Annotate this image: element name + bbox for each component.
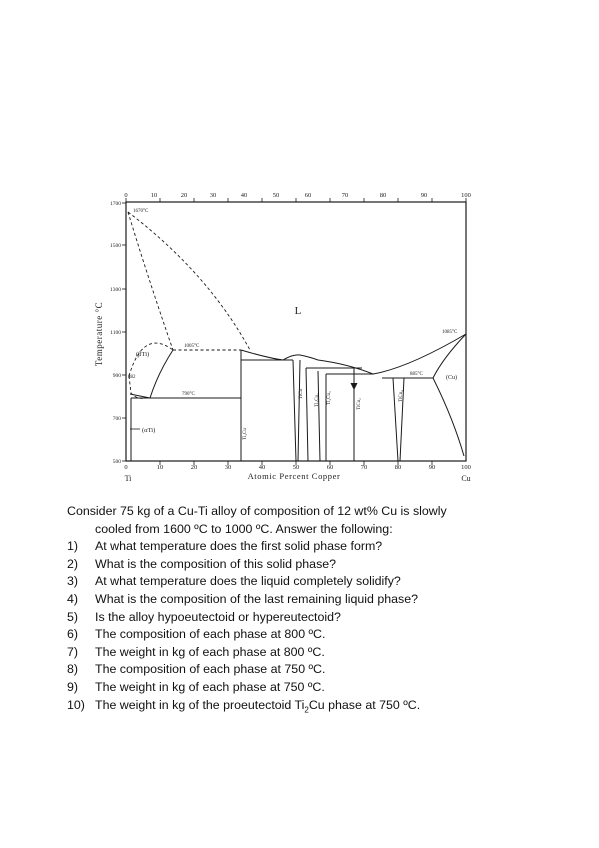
bottom-tick-label: 90 <box>428 464 436 471</box>
y-tick-label: 1100 <box>110 330 121 336</box>
right-element-label: Cu <box>461 474 471 483</box>
bottom-tick-label: 30 <box>224 464 232 471</box>
bottom-tick-label: 80 <box>394 464 402 471</box>
alpha-ti-label: (αTi) <box>142 427 156 434</box>
question-item <box>67 697 542 715</box>
top-tick-label: 100 <box>461 192 471 199</box>
ti-side-liquidus-solidus <box>128 212 250 398</box>
question-item <box>67 573 542 591</box>
top-tick-label: 50 <box>272 192 280 199</box>
plot-frame <box>126 202 466 461</box>
top-tick-label: 40 <box>240 192 248 199</box>
temp-1670-label: 1670°C <box>133 209 149 214</box>
top-tick-label: 20 <box>180 192 188 199</box>
question-text: The weight in kg of each phase at 750 ºC. <box>95 679 325 694</box>
question-text: At what temperature does the first solid phase form? <box>95 539 383 554</box>
liquid-region-label: L <box>294 305 302 317</box>
question-item <box>67 644 542 662</box>
bottom-tick-label: 100 <box>461 464 471 471</box>
bottom-tick-label: 60 <box>326 464 334 471</box>
question-text: The weight in kg of each phase at 800 ºC. <box>95 644 325 659</box>
problem-intro-line: cooled from 1600 ºC to 1000 ºC. Answer the following: <box>95 521 393 536</box>
question-item <box>67 538 542 556</box>
problem-text <box>67 503 542 714</box>
question-item <box>67 626 542 644</box>
problem-intro-line: Consider 75 kg of a Cu-Ti alloy of composition of 12 wt% Cu is slowly <box>67 504 447 518</box>
top-tick-label: 60 <box>304 192 312 199</box>
y-tick-label: 1300 <box>110 287 121 293</box>
y-tick-label: 900 <box>112 373 121 379</box>
bottom-tick-label: 50 <box>292 464 300 471</box>
question-text: What is the composition of this solid phase? <box>95 556 337 571</box>
question-text-part: Cu phase at 750 ºC. <box>308 697 421 712</box>
temp-882-label: 882 <box>128 375 136 380</box>
temp-790-label: 790°C <box>182 392 195 397</box>
question-text: Is the alloy hypoeutectoid or hypereutectoid? <box>95 609 341 624</box>
temp-1005-label: 1005°C <box>184 344 200 349</box>
top-tick-label: 30 <box>209 192 217 199</box>
ti2cu3-label: Ti₂Cu₃ <box>327 391 332 405</box>
top-tick-label: 0 <box>124 192 128 199</box>
y-tick-label: 1700 <box>110 201 121 207</box>
question-number: 4) <box>67 591 79 606</box>
ticu-label: TiCu <box>299 388 304 400</box>
ticu2-label: TiCu₂ <box>357 398 362 410</box>
ticu4-label: TiCu₄ <box>399 390 404 402</box>
question-text <box>95 697 420 715</box>
x-axis-title: Atomic Percent Copper <box>247 471 341 481</box>
ti2cu-label: Ti₂Cu <box>243 428 248 440</box>
ti3cu4-label: Ti₃Cu₄ <box>315 393 320 407</box>
y-tick-label: 500 <box>112 459 121 465</box>
question-text-part: The weight in kg of the proeutectoid Ti <box>95 697 305 712</box>
phase-boundaries <box>130 334 466 461</box>
top-tick-label: 90 <box>420 192 428 199</box>
left-element-label: Ti <box>124 474 132 483</box>
question-item <box>67 661 542 679</box>
question-text: The composition of each phase at 800 ºC. <box>95 627 326 642</box>
cu-ti-phase-diagram <box>88 188 488 488</box>
question-number: 6) <box>67 627 79 642</box>
top-ticks <box>126 198 466 202</box>
question-number: 7) <box>67 644 79 659</box>
cu-phase-label: (Cu) <box>446 375 457 381</box>
top-tick-label: 80 <box>379 192 387 199</box>
y-tick-label: 1500 <box>110 243 121 249</box>
question-number: 8) <box>67 662 79 677</box>
question-number: 10) <box>67 697 85 712</box>
bottom-tick-label: 70 <box>360 464 368 471</box>
bottom-tick-label: 0 <box>124 464 128 471</box>
subscript: 2 <box>304 705 309 714</box>
question-number: 3) <box>67 574 79 589</box>
bottom-tick-label: 20 <box>190 464 198 471</box>
question-item <box>67 591 542 609</box>
y-axis-title: Temperature °C <box>94 301 104 367</box>
question-number: 5) <box>67 609 79 624</box>
temp-1085-label: 1085°C <box>442 330 458 335</box>
question-text: What is the composition of the last remaining liquid phase? <box>95 591 419 606</box>
bottom-tick-label: 40 <box>258 464 266 471</box>
y-tick-label: 700 <box>112 416 121 422</box>
bottom-tick-label: 10 <box>156 464 164 471</box>
question-text: The composition of each phase at 750 ºC. <box>95 662 326 677</box>
temp-885-label: 885°C <box>410 372 423 377</box>
question-number: 9) <box>67 679 79 694</box>
question-item <box>67 556 542 574</box>
beta-ti-label: (βTi) <box>136 351 150 358</box>
question-item <box>67 609 542 627</box>
question-text: At what temperature does the liquid completely solidify? <box>95 574 401 589</box>
question-number: 2) <box>67 556 79 571</box>
top-tick-label: 70 <box>341 192 349 199</box>
question-number: 1) <box>67 539 79 554</box>
question-item <box>67 679 542 697</box>
top-tick-label: 10 <box>150 192 158 199</box>
question-list <box>67 538 542 696</box>
